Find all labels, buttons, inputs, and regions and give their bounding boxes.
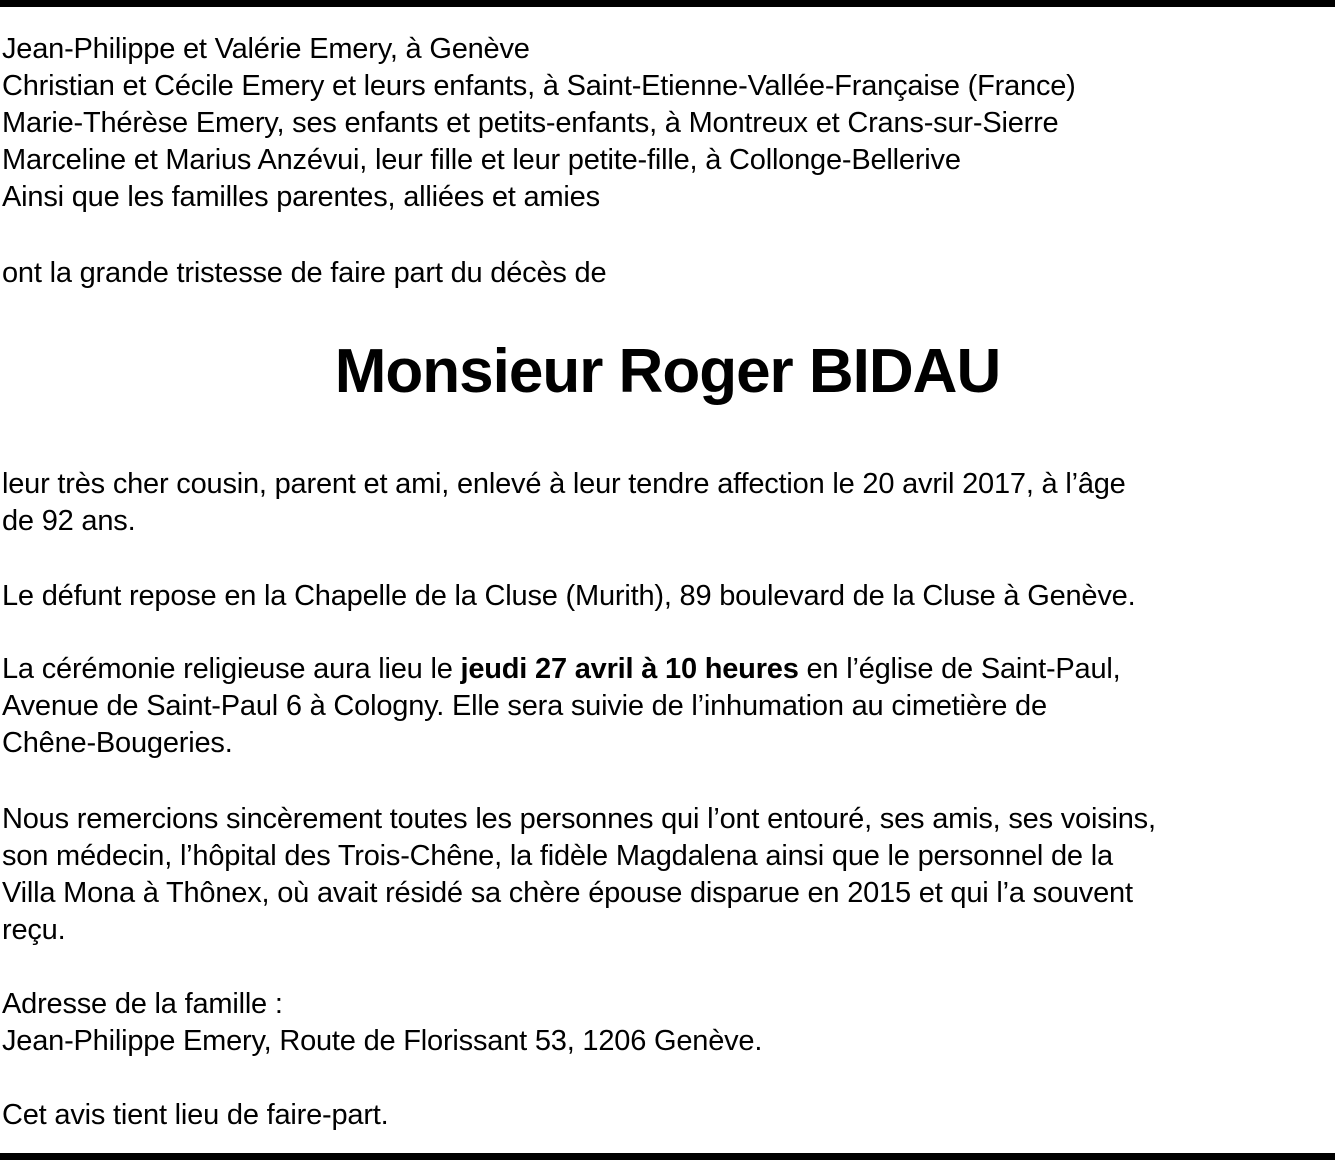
family-line: Jean-Philippe et Valérie Emery, à Genève [2, 33, 530, 65]
thanks-paragraph [2, 801, 1156, 949]
ceremony-text: La cérémonie religieuse aura lieu le [2, 653, 461, 685]
bottom-rule [0, 1153, 1335, 1160]
thanks-line: Villa Mona à Thônex, où avait résidé sa chère épouse disparue en 2015 et qui l’a souvent [2, 877, 1133, 909]
top-rule [0, 0, 1335, 7]
address-value: Jean-Philippe Emery, Route de Florissant 53, 1206 Genève. [2, 1025, 763, 1057]
ceremony-line [2, 651, 1121, 688]
family-address [2, 986, 762, 1060]
ceremony-line: Chêne-Bougeries. [2, 727, 233, 759]
thanks-line: son médecin, l’hôpital des Trois-Chêne, la fidèle Magdalena ainsi que le personnel de la [2, 840, 1113, 872]
tribute-paragraph [2, 466, 1126, 540]
ceremony-date: jeudi 27 avril à 10 heures [460, 653, 799, 685]
family-line: Marceline et Marius Anzévui, leur fille et leur petite-fille, à Collonge-Bellerive [2, 144, 961, 176]
ceremony-line: Avenue de Saint-Paul 6 à Cologny. Elle sera suivie de l’inhumation au cimetière de [2, 690, 1047, 722]
family-list [2, 31, 1076, 216]
ceremony-paragraph [2, 651, 1121, 762]
repose-paragraph: Le défunt repose en la Chapelle de la Cluse (Murith), 89 boulevard de la Cluse à Genève. [2, 580, 1136, 612]
deceased-name: Monsieur Roger BIDAU [334, 337, 1001, 406]
family-line: Ainsi que les familles parentes, alliées et amies [2, 181, 600, 213]
announcement-intro: ont la grande tristesse de faire part du décès de [2, 257, 607, 289]
family-line: Christian et Cécile Emery et leurs enfants, à Saint-Etienne-Vallée-Française (France) [2, 70, 1076, 102]
family-line: Marie-Thérèse Emery, ses enfants et petits-enfants, à Montreux et Crans-sur-Sierre [2, 107, 1059, 139]
address-label: Adresse de la famille : [2, 988, 283, 1020]
thanks-line: Nous remercions sincèrement toutes les personnes qui l’ont entouré, ses amis, ses voisins, [2, 803, 1156, 835]
thanks-line: reçu. [2, 914, 66, 946]
ceremony-text: en l’église de Saint-Paul, [798, 653, 1121, 685]
tribute-line: leur très cher cousin, parent et ami, enlevé à leur tendre affection le 20 avril 2017, à l’âge [2, 468, 1126, 500]
tribute-line: de 92 ans. [2, 505, 136, 537]
closing-note: Cet avis tient lieu de faire-part. [2, 1099, 389, 1131]
